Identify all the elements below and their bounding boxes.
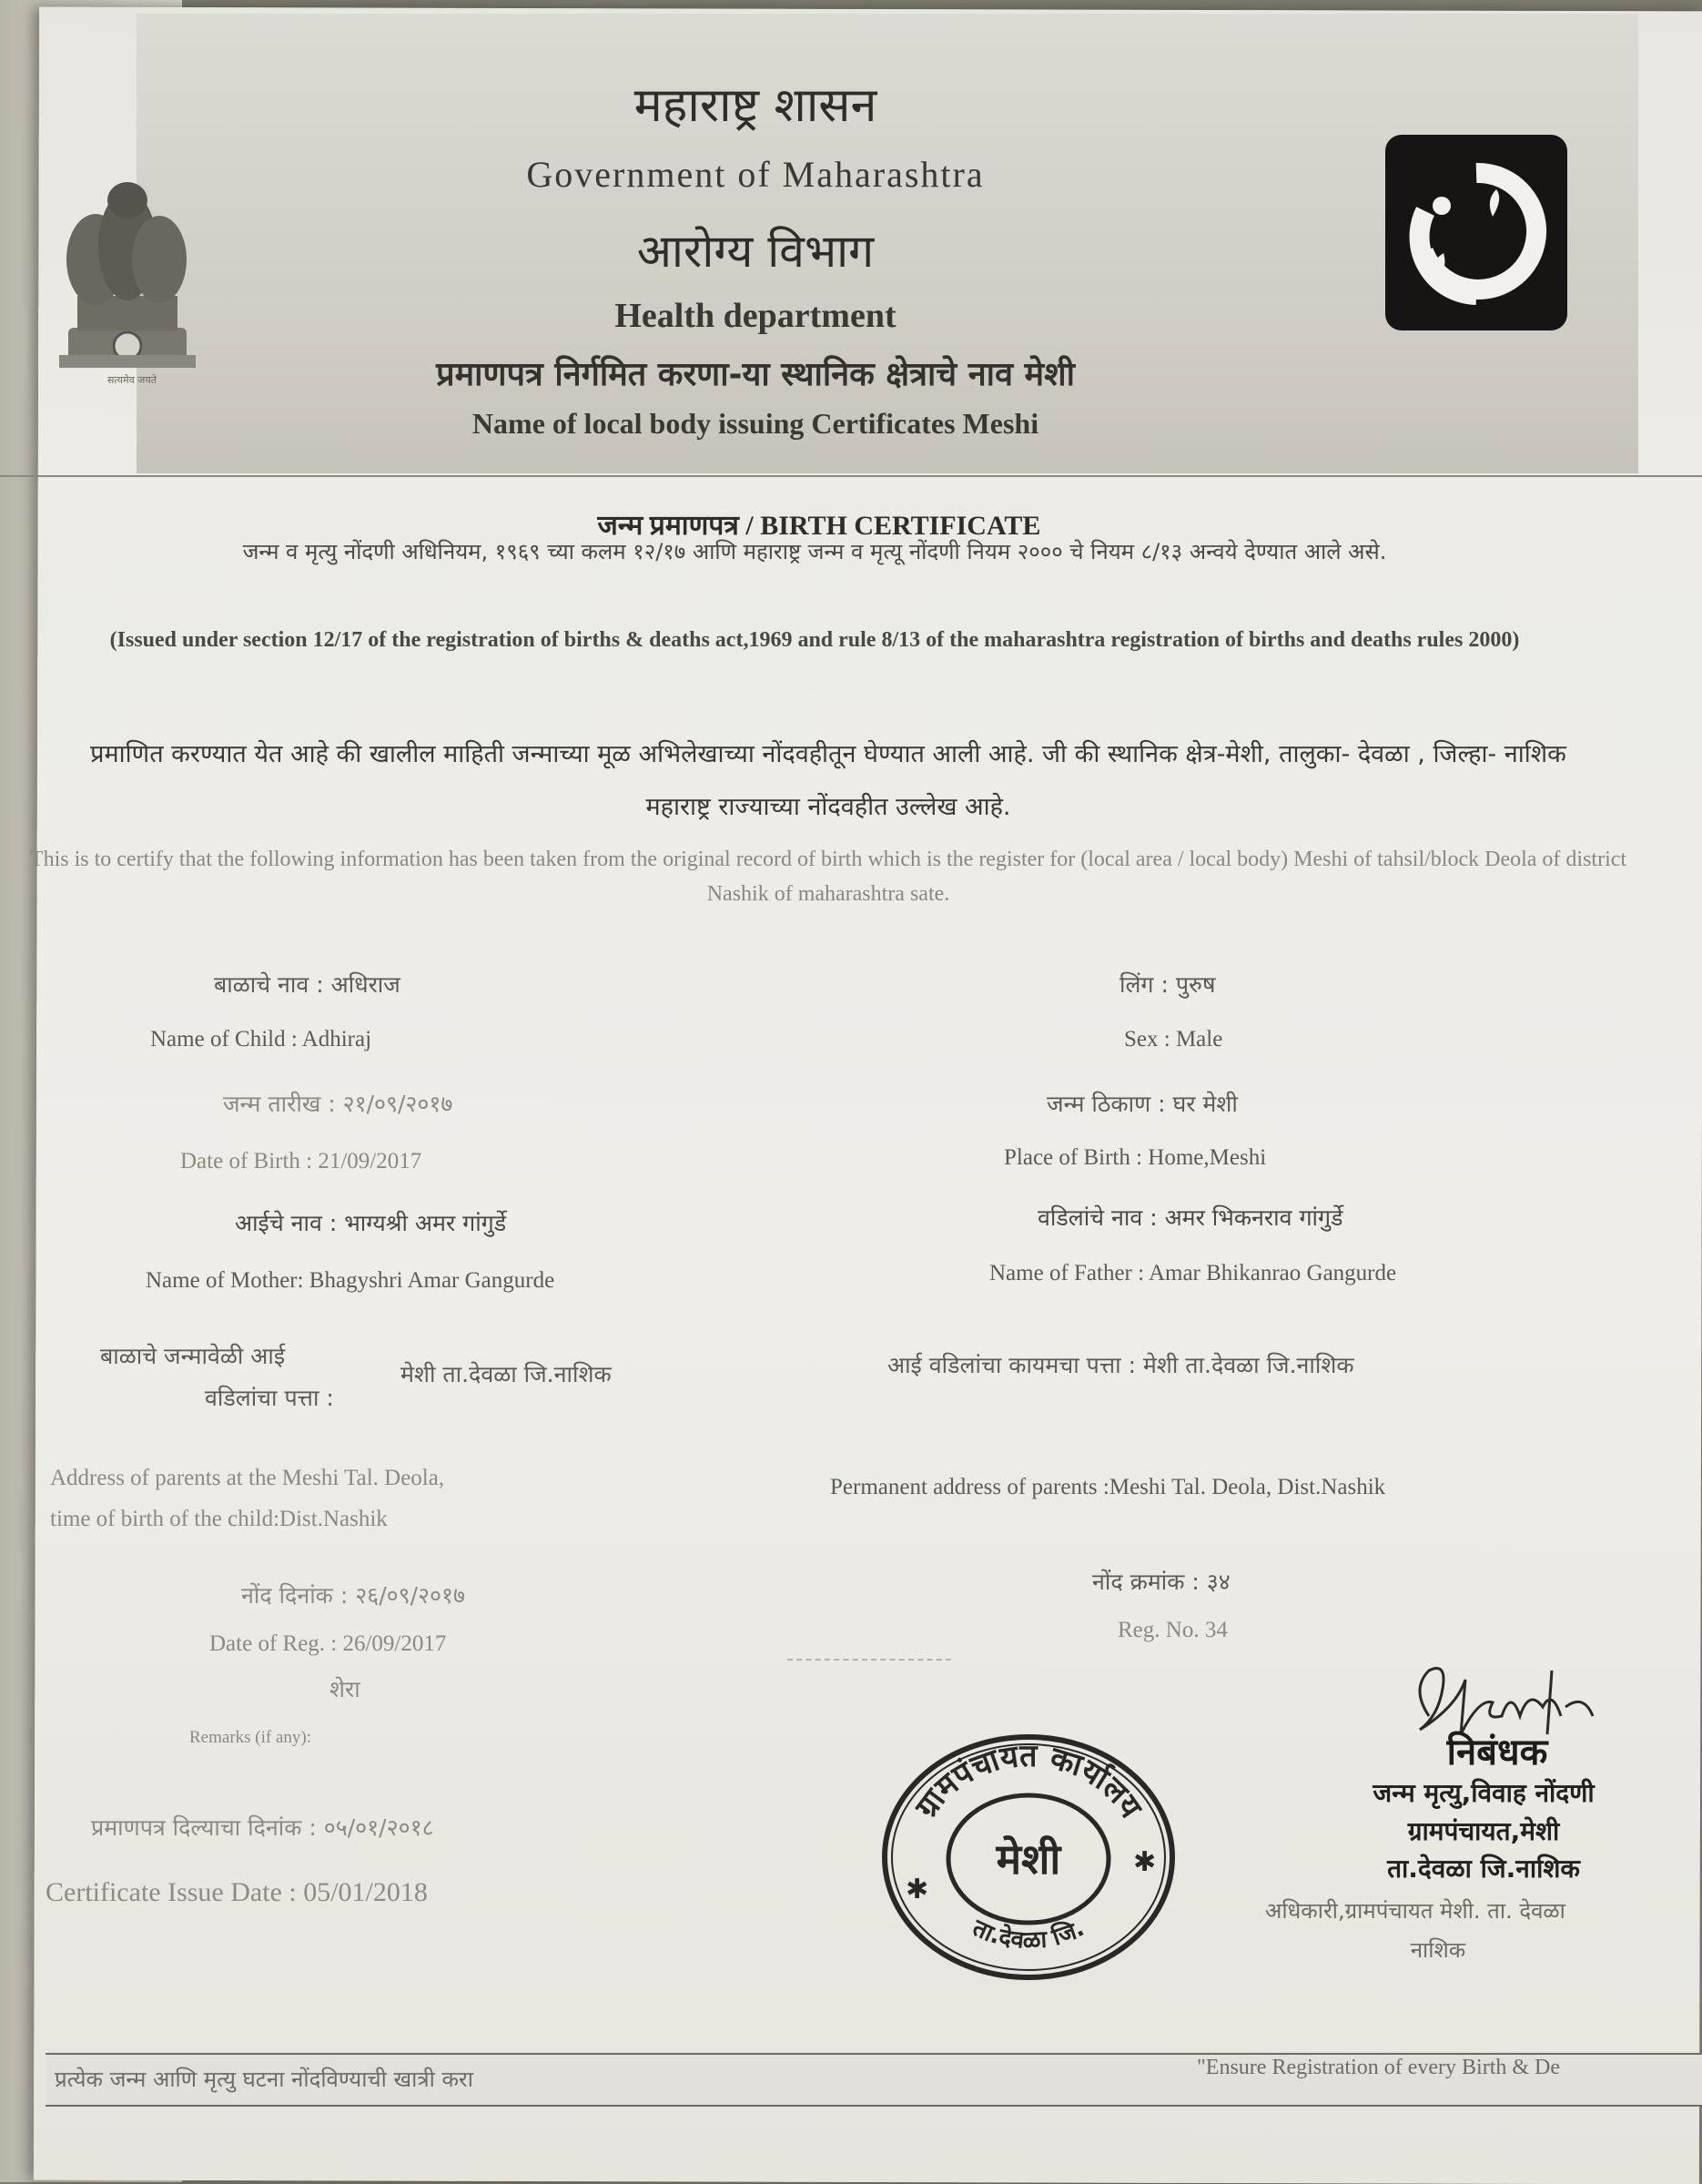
registrar-line-5: नाशिक [1410, 1937, 1466, 1963]
registration-number-english: Reg. No. 34 [1118, 1618, 1228, 1642]
child-name-hindi: बाळाचे नाव : अधिराज [214, 971, 400, 998]
national-emblem-icon [46, 159, 205, 382]
remarks-hindi: शेरा [329, 1676, 360, 1702]
mother-name-english: Name of Mother: Bhagyshri Amar Gangurde [146, 1268, 555, 1293]
registrar-line-1: जन्म मृत्यु,विवाह नोंदणी [1373, 1778, 1595, 1808]
dashed-rule [787, 1659, 951, 1661]
father-name-hindi: वडिलांचे नाव : अमर भिकनराव गांगुर्डे [1038, 1204, 1343, 1231]
place-of-birth-english: Place of Birth : Home,Meshi [1004, 1145, 1267, 1170]
permanent-address-hindi: आई वडिलांचा कायमचा पत्ता : मेशी ता.देवळा जि.नाशिक [887, 1352, 1354, 1378]
law-reference-hindi: जन्म व मृत्यु नोंदणी अधिनियम, १९६९ च्या कलम १२/१७ आणि महाराष्ट्र जन्म व मृत्यू नोंदणी नियम २००० चे नियम ८/१३ अन्वये देण्यात आले असे. [242, 539, 1387, 564]
header-divider [0, 475, 1702, 477]
registration-number-hindi: नोंद क्रमांक : ३४ [1092, 1569, 1231, 1595]
gram-panchayat-stamp [869, 1712, 1188, 1985]
issue-date-hindi: प्रमाणपत्र दिल्याचा दिनांक : ०५/०१/२०१८ [91, 1814, 434, 1841]
stamp-star-icon: ✱ [906, 1874, 929, 1905]
address-at-birth-hindi-value: मेशी ता.देवळा जि.नाशिक [400, 1361, 612, 1387]
certificate-title: जन्म प्रमाणपत्र / BIRTH CERTIFICATE [597, 511, 1041, 541]
mother-name-hindi: आईचे नाव : भाग्यश्री अमर गांगुर्डे [235, 1210, 507, 1236]
department-title-english: Health department [614, 297, 897, 335]
registration-date-hindi: नोंद दिनांक : २६/०९/२०१७ [241, 1582, 466, 1609]
local-body-english: Name of local body issuing Certificates Meshi [471, 407, 1039, 440]
dob-english: Date of Birth : 21/09/2017 [180, 1149, 422, 1173]
registrar-line-4: अधिकारी,ग्रामपंचायत मेशी. ता. देवळा [1265, 1898, 1565, 1924]
address-at-birth-hindi-line2: वडिलांचा पत्ता : [205, 1385, 334, 1411]
footer-right-text: "Ensure Registration of every Birth & De [1197, 2056, 1561, 2079]
issue-date-english: Certificate Issue Date : 05/01/2018 [46, 1877, 428, 1907]
certify-statement-english: This is to certify that the following information has been taken from the original record of birth which is the register for (local area / local body) Meshi of tahsil/block Deola of district Nashik of maharashtra sate. [29, 848, 1627, 906]
emblem-caption: सत्यमेव जयते [106, 374, 157, 386]
remarks-english: Remarks (if any): [189, 1728, 312, 1747]
registrar-title: निबंधक [1446, 1732, 1548, 1773]
department-title-hindi: आरोग्य विभाग [636, 225, 875, 278]
footer-left-text: प्रत्येक जन्म आणि मृत्यु घटना नोंदविण्याची खात्री करा [55, 2067, 473, 2092]
address-at-birth-english-line2: time of birth of the child:Dist.Nashik [50, 1507, 388, 1531]
child-name-english: Name of Child : Adhiraj [150, 1027, 372, 1051]
father-name-english: Name of Father : Amar Bhikanrao Gangurde [989, 1261, 1397, 1285]
stamp-star-icon: ✱ [1133, 1846, 1157, 1878]
government-title-english: Government of Maharashtra [526, 154, 985, 195]
registrar-line-3: ता.देवळा जि.नाशिक [1387, 1854, 1580, 1884]
government-title-hindi: महाराष्ट्र शासन [633, 78, 877, 133]
svg-text:ग्रामपंचायत कार्यालय [907, 1738, 1150, 1825]
registration-date-english: Date of Reg. : 26/09/2017 [209, 1631, 447, 1656]
svg-text:ता.देवळा जि. [968, 1915, 1089, 1955]
stamp-top-text: ग्रामपंचायत कार्यालय [907, 1737, 1150, 1825]
place-of-birth-hindi: जन्म ठिकाण : घर मेशी [1047, 1091, 1238, 1117]
certify-statement-hindi: प्रमाणित करण्यात येत आहे की खालील माहिती जन्माच्या मूळ अभिलेखाच्या नोंदवहीतून घेण्यात आली आहे. जी की स्थानिक क्षेत्र-मेशी, तालुका- देवळा , जिल्हा- नाशिक महाराष्ट्र राज्याच्या नोंदवहीत उल्लेख आहे. [90, 740, 1566, 821]
address-at-birth-english-line1: Address of parents at the Meshi Tal. Deola, [50, 1466, 445, 1490]
law-reference-english: (Issued under section 12/17 of the registration of births & deaths act,1969 and rule 8/13 of the maharashtra registration of births and deaths rules 2000) [109, 628, 1520, 652]
sex-english: Sex : Male [1124, 1027, 1223, 1051]
local-body-hindi: प्रमाणपत्र निर्गमित करणा-या स्थानिक क्षेत्राचे नाव मेशी [436, 356, 1075, 393]
stamp-bottom-text: ता.देवळा जि. [968, 1914, 1089, 1955]
health-department-logo-icon [1385, 135, 1567, 330]
sex-hindi: लिंग : पुरुष [1119, 971, 1216, 998]
registrar-line-2: ग्रामपंचायत,मेशी [1407, 1816, 1560, 1846]
permanent-address-english: Permanent address of parents :Meshi Tal. Deola, Dist.Nashik [830, 1475, 1386, 1499]
address-at-birth-hindi-line1: बाळाचे जन्मावेळी आई [100, 1343, 286, 1369]
dob-hindi: जन्म तारीख : २१/०९/२०१७ [223, 1091, 453, 1117]
stamp-center-text: मेशी [996, 1834, 1061, 1884]
